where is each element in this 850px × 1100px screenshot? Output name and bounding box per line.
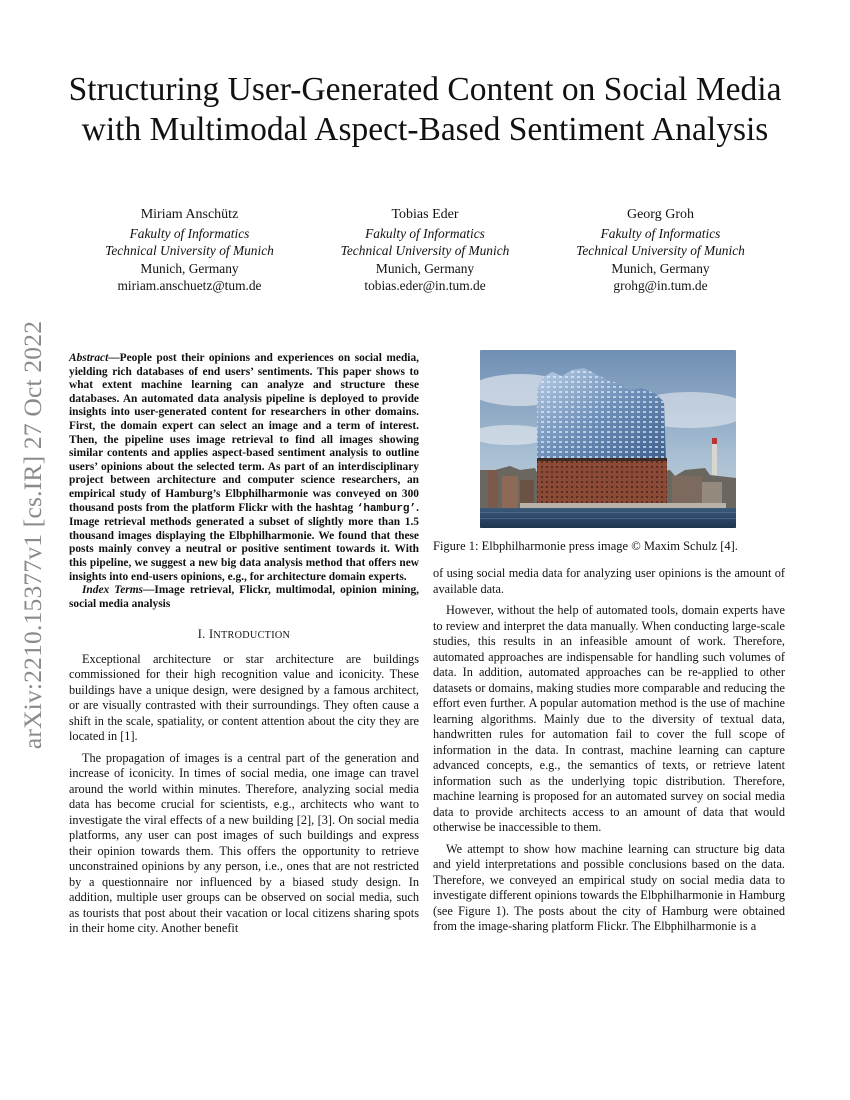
author-1 [72,205,307,295]
index-terms-text: —Image retrieval, Flickr, multimodal, opinion mining, social media analysis [69,584,419,610]
abstract-text-cont: . Image retrieval methods generated a subset of slightly more than 1.5 thousand images displaying the Elbphilharmonie. We found that these posts mainly convey a neutral or positive sentiment towards it. With this pipeline, we suggest a new big data analysis method that offers new insights into end-users opinions, e.g., for architecture domain experts. [69,501,419,583]
author-location: Munich, Germany [140,260,239,276]
paragraph: We attempt to show how machine learning can structure big data and yield interpretations and possible conclusions based on the data. Therefore, we conveyed an empirical study on social media data to investigate different opinions towards the Elbphilharmonie in Hamburg (see Figure 1). The posts about the city of Hamburg were obtained from the image-sharing platform Flickr. The Elbphilharmonie is a [433,841,785,933]
author-faculty: Fakulty of Informatics [365,226,485,241]
author-email: tobias.eder@in.tum.de [364,278,486,294]
arxiv-identifier [12,320,54,750]
paragraph: However, without the help of automated tools, domain experts have to review and interpret the data manually. When conducting large-scale studies, this results in an infeasible amount of work. Therefore, automated approaches are indispensable for handling such volumes of data. In addition, automated approaches can be re-applied to other datasets or domains, making studies more comparable and reducing the effort even further. A popular automation method is the use of machine learning algorithms. Mainly due to the diversity of textual data, handwritten rules for automation fail to cover the full scope of information in the data. In contrast, machine learning can capture advanced concepts, e.g., the semantics of texts, or retrieve latent information such as the underlying topic distribution. Therefore, machine learning is proposed for an automated survey on social media data to provide architects access to an amount of data that would otherwise be inaccessible to them. [433,603,785,834]
abstract-lead: Abstract [69,352,109,364]
author-faculty: Fakulty of Informatics [600,226,721,241]
arxiv-id-text: arXiv:2210.15377v1 [cs.IR] 27 Oct 2022 [18,320,47,750]
section-rest: NTRODUCTION [213,630,291,642]
author-3 [543,205,778,295]
section-numeral: I. [197,627,209,642]
index-terms-lead: Index Terms [82,584,143,597]
paragraph: of using social media data for analyzing user opinions is the amount of available data. [433,566,785,596]
elbphilharmonie-photo [480,350,736,528]
right-column [433,350,785,941]
figure-caption: Figure 1: Elbphilharmonie press image © Maxim Schulz [4]. [433,539,738,553]
left-column [69,352,419,943]
author-location: Munich, Germany [611,260,710,276]
author-name: Miriam Anschütz [140,207,239,222]
author-email: miriam.anschuetz@tum.de [117,278,262,294]
paragraph: Exceptional architecture or star architecture are buildings commissioned for their high recognition value and iconicity. These buildings have a unique design, were designed by a famous architect, or are visually contrasted with their surroundings. They often cause a shift in the scale, spatiality, or content attention about the city they are located in [1]. [69,651,419,744]
author-faculty: Fakulty of Informatics [129,226,250,241]
paper-title: Structuring User-Generated Content on Social Media with Multimodal Aspect-Based Sentiment Analysis [68,71,782,148]
abstract [69,352,419,584]
author-2 [308,205,543,295]
section-initial: I [208,627,214,642]
author-university: Technical University of Munich [340,243,510,259]
author-location: Munich, Germany [375,260,475,276]
author-email: grohg@in.tum.de [613,278,708,294]
abstract-hashtag: ‘hamburg’ [356,502,417,515]
section-heading-introduction [69,627,419,644]
author-university: Technical University of Munich [576,243,745,259]
author-name: Tobias Eder [391,207,459,222]
author-name: Georg Groh [626,207,694,222]
index-terms [69,584,419,611]
author-university: Technical University of Munich [105,243,274,259]
abstract-text: —People post their opinions and experiences on social media, yielding rich databases of end users’ sentiments. This paper shows to what extent machine learning can analyze and structure these databases. An automated data analysis pipeline is deployed to provide insights into user-generated content for researchers in other domains. First, the domain expert can select an image and a term of interest. Then, the pipeline uses image retrieval to find all images showing similar contents and applies aspect-based sentiment analysis to outline users’ opinions about the selected term. As part of an interdisciplinary project between architecture and computer science researchers, an empirical study of Hamburg’s Elbphilharmonie was conveyed on 300 thousand posts from the platform Flickr with the hashtag [69,352,419,514]
author-block [72,205,778,295]
paragraph: The propagation of images is a central part of the generation and increase of iconicity. In times of social media, one image can travel around the world within minutes. Therefore, analyzing social media data has become crucial for scientists, e.g., architects who want to investigate the viral effects of a new building [2], [3]. On social media platforms, any user can post images of such buildings and express their opinion towards them. This offers the opportunity to retrieve unconstrained opinions by any person, i.e., ones that are not restricted by a questionnaire nor influenced by a biased study design. In addition, multiple user groups can be observed on social media, such as tourists that post about their vacation or local citizens sharing spots in their home city. Another benefit [69,750,419,936]
